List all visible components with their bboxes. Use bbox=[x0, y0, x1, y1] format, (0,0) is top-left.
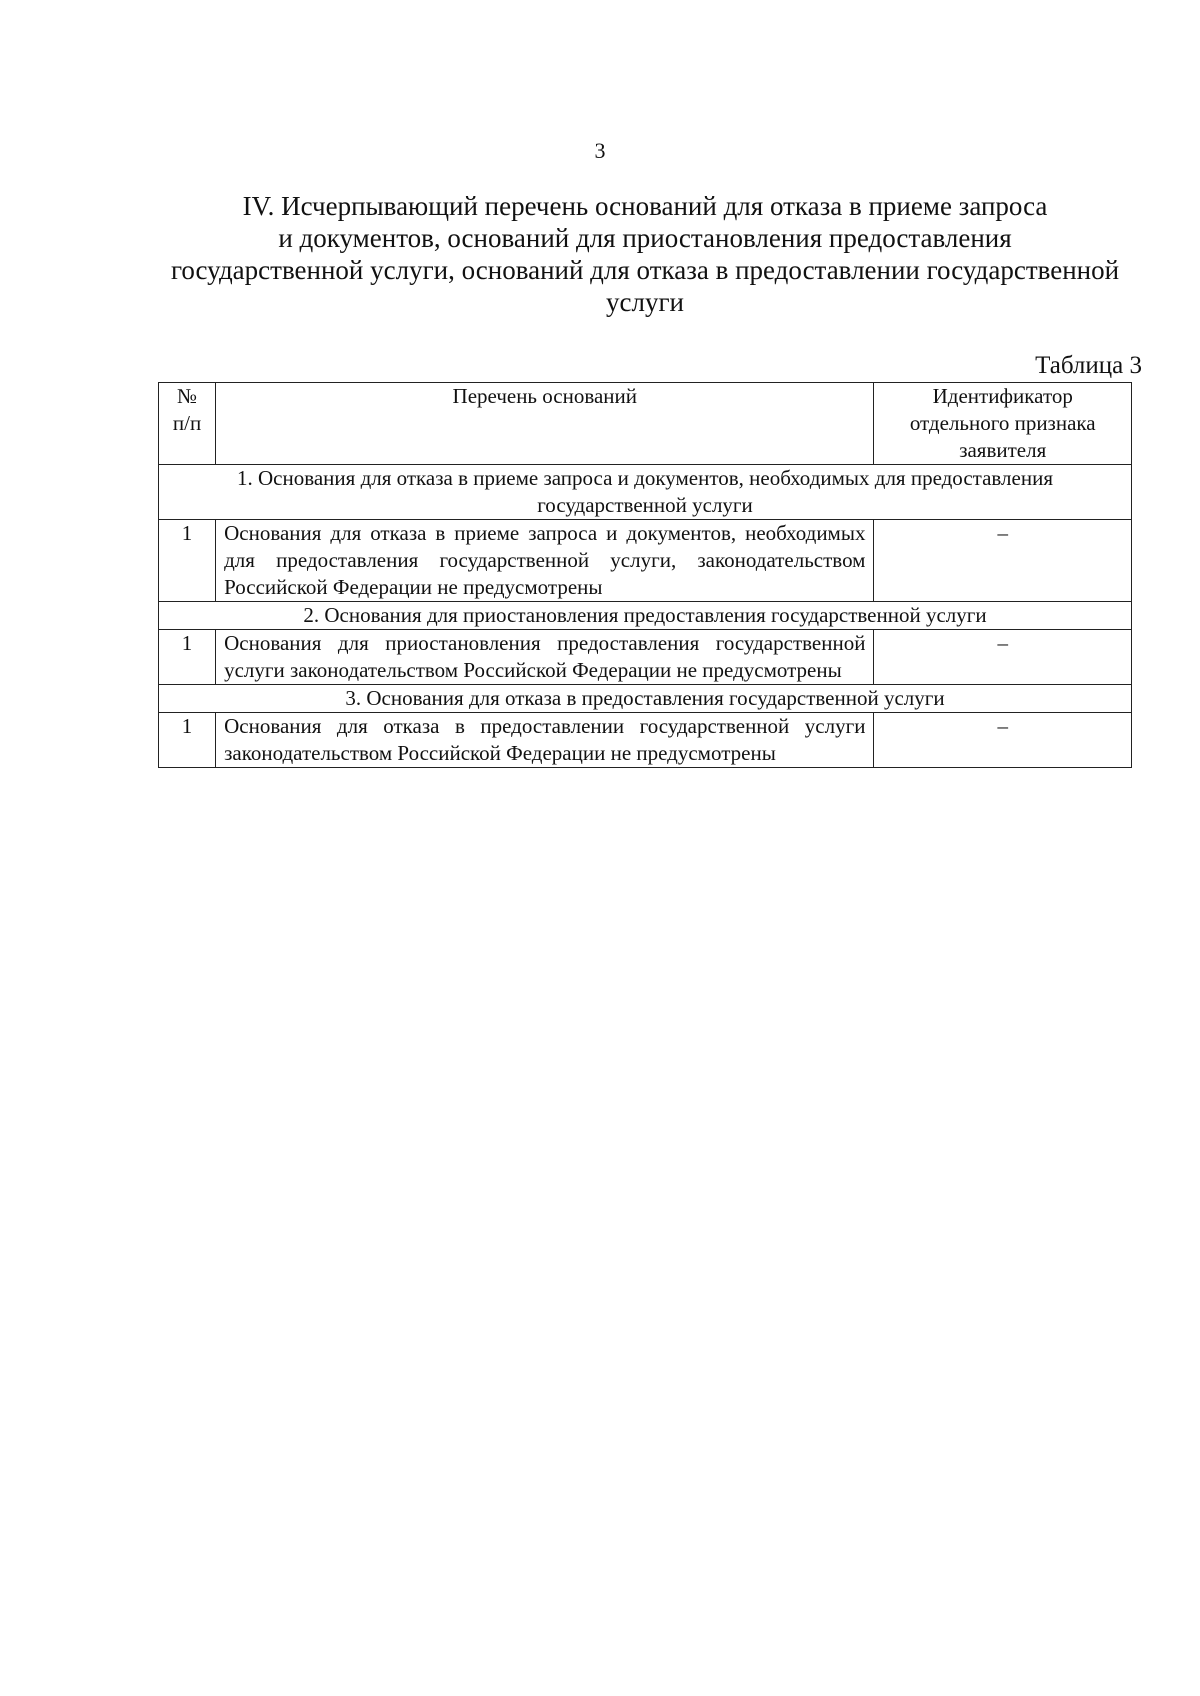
table-row bbox=[159, 713, 1132, 768]
header-grounds-list: Перечень оснований bbox=[216, 383, 874, 465]
section-title-3: 3. Основания для отказа в предоставления государственной услуги bbox=[159, 685, 1132, 713]
row-number: 1 bbox=[159, 713, 216, 768]
row-identifier: – bbox=[874, 520, 1132, 602]
section-row-1 bbox=[159, 465, 1132, 520]
row-reason-text: Основания для отказа в предоставлении государственной услуги законодательством Российской Федерации не предусмотрены bbox=[216, 713, 874, 768]
page-number: 3 bbox=[594, 138, 606, 163]
row-number: 1 bbox=[159, 630, 216, 685]
table-caption: Таблица 3 bbox=[1035, 352, 1142, 379]
heading-line-1: IV. Исчерпывающий перечень оснований для отказа в приеме запроса bbox=[242, 191, 1048, 221]
heading-line-3: государственной услуги, оснований для отказа в предоставлении государственной bbox=[170, 255, 1120, 285]
header-identifier: Идентификатор отдельного признака заявителя bbox=[874, 383, 1132, 465]
section-row-2 bbox=[159, 602, 1132, 630]
section-heading bbox=[150, 190, 1140, 318]
row-identifier: – bbox=[874, 713, 1132, 768]
section-title-1: 1. Основания для отказа в приеме запроса и документов, необходимых для предоставления государственной услуги bbox=[159, 465, 1132, 520]
heading-line-4: услуги bbox=[606, 287, 684, 317]
heading-line-2: и документов, оснований для приостановления предоставления bbox=[278, 223, 1012, 253]
section-row-3 bbox=[159, 685, 1132, 713]
table-row bbox=[159, 520, 1132, 602]
grounds-table bbox=[158, 382, 1132, 768]
table-header-row bbox=[159, 383, 1132, 465]
row-reason-text: Основания для приостановления предоставления государственной услуги законодательством Российской Федерации не предусмотрены bbox=[216, 630, 874, 685]
section-title-2: 2. Основания для приостановления предоставления государственной услуги bbox=[159, 602, 1132, 630]
header-number: № п/п bbox=[159, 383, 216, 465]
row-reason-text: Основания для отказа в приеме запроса и документов, необходимых для предоставления государственной услуги, законодательством Российской Федерации не предусмотрены bbox=[216, 520, 874, 602]
row-number: 1 bbox=[159, 520, 216, 602]
table-row bbox=[159, 630, 1132, 685]
row-identifier: – bbox=[874, 630, 1132, 685]
